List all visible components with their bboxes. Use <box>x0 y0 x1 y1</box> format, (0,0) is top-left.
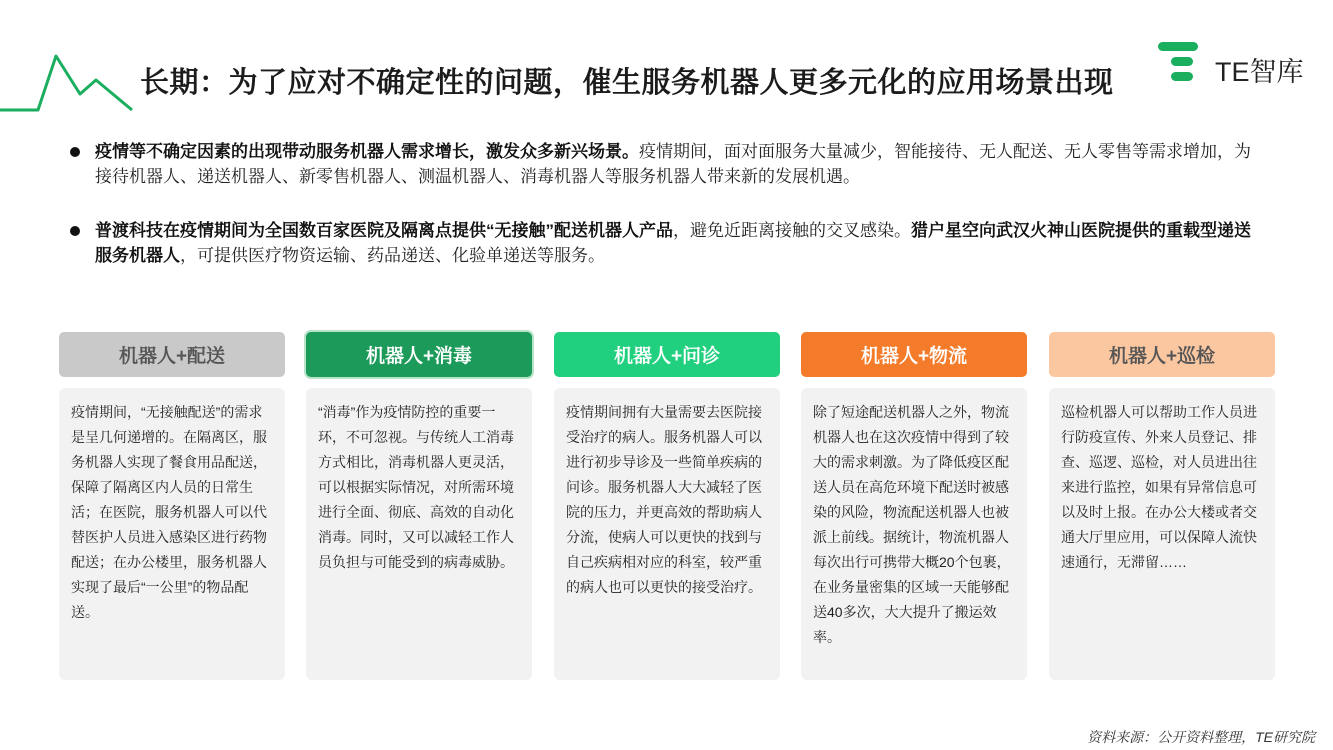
card-logistics <box>801 332 1027 680</box>
source-note: 资料来源：公开资料整理，TE研究院 <box>1087 729 1315 745</box>
bullet-point <box>95 139 1255 189</box>
card-body: 巡检机器人可以帮助工作人员进行防疫宣传、外来人员登记、排查、巡逻、巡检，对人员进出往来进行监控，如果有异常信息可以及时上报。在办公大楼或者交通大厅里应用，可以保障人流快速通行，无滞留…… <box>1049 388 1275 680</box>
pulse-line-icon <box>0 50 140 114</box>
bullet-bold-text: 普渡科技在疫情期间为全国数百家医院及隔离点提供“无接触”配送机器人产品 <box>95 221 673 240</box>
card-patrol <box>1049 332 1275 680</box>
bullet-text: ，避免近距离接触的交叉感染。 <box>673 221 911 240</box>
brand-name: TE智库 <box>1215 57 1304 87</box>
bullet-text: 疫情期间，面对面服务大量减少，智能接待、无人配送、无人零售等需求增加，为接待机器人、递送机器人、新零售机器人、测温机器人、消毒机器人等服务机器人带来新的发展机遇。 <box>95 142 1251 186</box>
card-title: 机器人+配送 <box>59 332 285 377</box>
card-disinfect <box>306 332 532 680</box>
card-title: 机器人+物流 <box>801 332 1027 377</box>
card-delivery <box>59 332 285 680</box>
bullet-bold-text: 疫情等不确定因素的出现带动服务机器人需求增长，激发众多新兴场景。 <box>95 142 639 161</box>
bullet-text: ，可提供医疗物资运输、药品递送、化验单递送等服务。 <box>180 246 605 265</box>
card-body: 疫情期间，“无接触配送”的需求是呈几何递增的。在隔离区，服务机器人实现了餐食用品配送，保障了隔离区内人员的日常生活；在医院，服务机器人可以代替医护人员进入感染区进行药物配送；在办公楼里，服务机器人实现了最后“一公里”的物品配送。 <box>59 388 285 680</box>
card-body: 除了短途配送机器人之外，物流机器人也在这次疫情中得到了较大的需求刺激。为了降低疫区配送人员在高危环境下配送时被感染的风险，物流配送机器人也被派上前线。据统计，物流机器人每次出行可携带大概20个包裹，在业务量密集的区域一天能够配送40多次，大大提升了搬运效率。 <box>801 388 1027 680</box>
card-consult <box>554 332 780 680</box>
page-title: 长期：为了应对不确定性的问题，催生服务机器人更多元化的应用场景出现 <box>140 67 1114 99</box>
card-title: 机器人+巡检 <box>1049 332 1275 377</box>
card-title: 机器人+消毒 <box>306 332 532 377</box>
card-body: 疫情期间拥有大量需要去医院接受治疗的病人。服务机器人可以进行初步导诊及一些简单疾病的问诊。服务机器人大大减轻了医院的压力，并更高效的帮助病人分流，使病人可以更快的找到与自己疾病相对应的科室，较严重的病人也可以更快的接受治疗。 <box>554 388 780 680</box>
brand <box>1158 42 1318 86</box>
bullet-bold-text: 猎户星空向武汉火神山医院提供的重载型递送服务机器人 <box>95 221 1251 265</box>
card-body: “消毒”作为疫情防控的重要一环，不可忽视。与传统人工消毒方式相比，消毒机器人更灵活，可以根据实际情况，对所需环境进行全面、彻底、高效的自动化消毒。同时，又可以减轻工作人员负担与可能受到的病毒威胁。 <box>306 388 532 680</box>
bullet-point <box>95 218 1255 268</box>
te-stacked-bars-logo <box>1158 42 1212 84</box>
card-title: 机器人+问诊 <box>554 332 780 377</box>
